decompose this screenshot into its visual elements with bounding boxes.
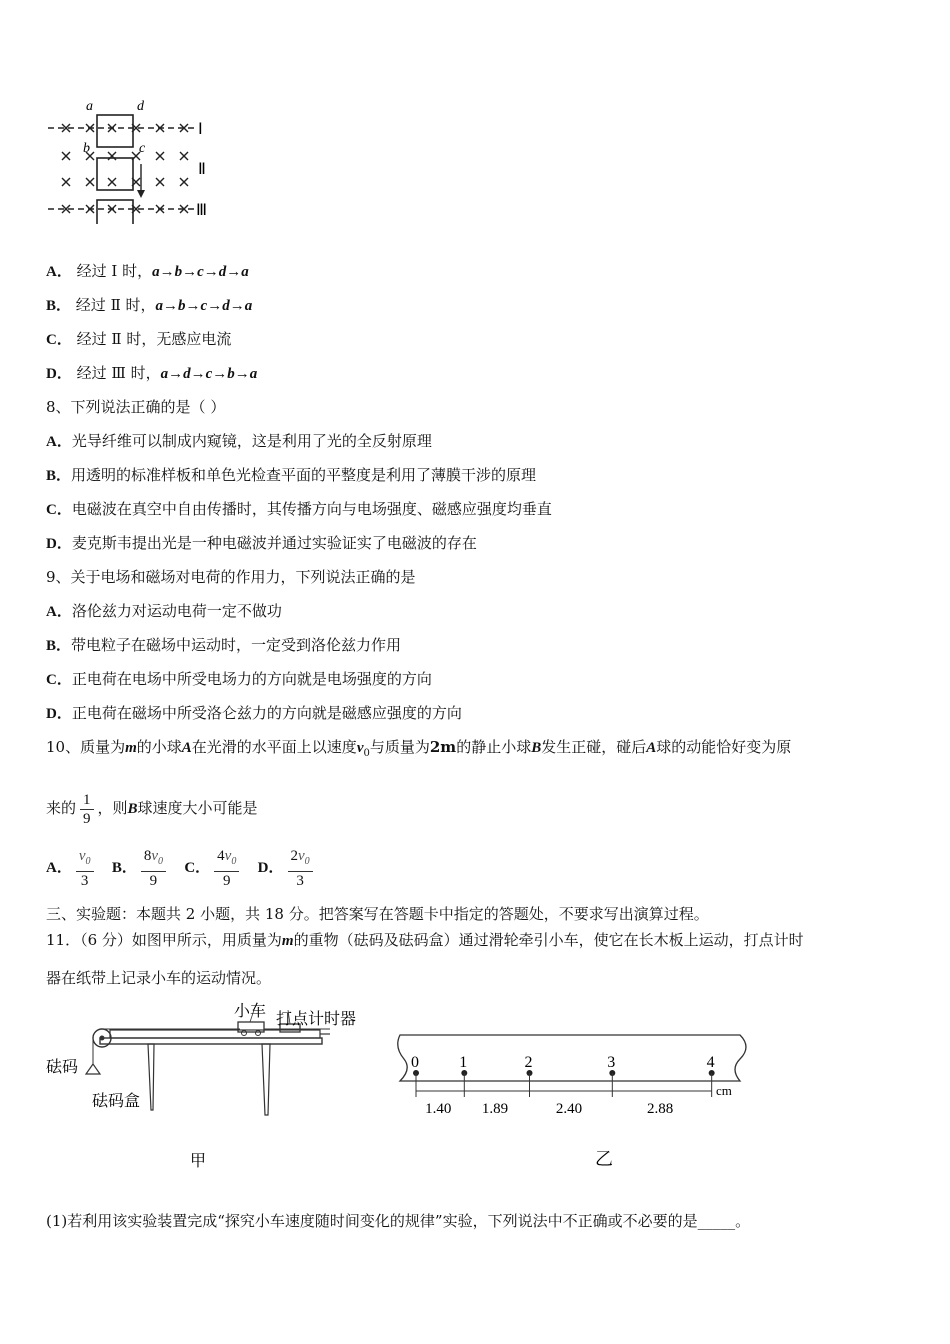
q8-option-b[interactable]: B．用透明的标准样板和单色光检查平面的平整度是利用了薄膜干涉的原理 <box>46 466 537 484</box>
figure-yi-tape <box>390 1025 770 1175</box>
q7-option-c[interactable]: C． 经过 Ⅱ 时，无感应电流 <box>46 330 232 348</box>
q10-stem-line2: 来的 $\frac{1}{9}$ ，则B球速度大小可能是 <box>46 791 258 827</box>
caption-yi: 乙 <box>595 1149 613 1169</box>
distance-label-0: 1.40 <box>425 1101 452 1117</box>
q9-option-b[interactable]: B．带电粒子在磁场中运动时，一定受到洛伦兹力作用 <box>46 636 402 654</box>
tape-point-label-4: 4 <box>706 1054 715 1071</box>
q8-stem: 8、下列说法正确的是（ ） <box>46 398 226 416</box>
figure-jia-apparatus <box>40 1000 380 1178</box>
q10-options <box>46 844 317 891</box>
q8-option-d[interactable]: D．麦克斯韦提出光是一种电磁波并通过实验证实了电磁波的存在 <box>46 534 477 552</box>
q7-option-d[interactable]: D． 经过 Ⅲ 时，a→d→c→b→a <box>46 364 258 382</box>
tape-point-label-1: 1 <box>459 1054 468 1071</box>
q10-option-a[interactable]: A． $\frac{v_0}{3}$ <box>46 858 98 876</box>
down-arrow-icon <box>137 190 145 198</box>
distance-label-2: 2.40 <box>555 1101 583 1117</box>
q11-stem-line1: 11．（6 分）如图甲所示，用质量为m的重物（砝码及砝码盒）通过滑轮牵引小车，使它在长木板上运动，打点计时 <box>46 931 804 949</box>
label-b: b <box>83 141 90 156</box>
tape-point-label-0: 0 <box>411 1054 419 1071</box>
label-cart: 小车 <box>234 1003 267 1020</box>
q7-magnetic-field-figure <box>40 92 230 224</box>
distance-label-3: 2.88 <box>646 1101 674 1117</box>
label-pan: 砝码盒 <box>92 1093 141 1110</box>
q9-option-a[interactable]: A．洛伦兹力对运动电荷一定不做功 <box>46 602 282 620</box>
weight-pan-icon <box>86 1064 100 1074</box>
distance-label-1: 1.89 <box>481 1101 509 1117</box>
q9-option-d[interactable]: D．正电荷在磁场中所受洛仑兹力的方向就是磁感应强度的方向 <box>46 704 462 722</box>
q7-option-b[interactable]: B． 经过 Ⅱ 时，a→b→c→d→a <box>46 296 253 314</box>
label-c: c <box>139 141 146 156</box>
section-3-heading: 三、实验题：本题共 2 小题，共 18 分。把答案写在答题卡中指定的答题处，不要求写出演算过程。 <box>46 905 709 923</box>
q9-stem: 9、关于电场和磁场对电荷的作用力，下列说法正确的是 <box>46 568 416 586</box>
label-weight: 砝码 <box>46 1059 79 1076</box>
q8-option-c[interactable]: C．电磁波在真空中自由传播时，其传播方向与电场强度、磁感应强度均垂直 <box>46 500 552 518</box>
region-label-3: Ⅲ <box>196 202 208 219</box>
q7-option-a[interactable]: A． 经过 Ⅰ 时，a→b→c→d→a <box>46 262 249 280</box>
label-d: d <box>137 99 144 114</box>
q10-stem-line1: 10、质量为m的小球A在光滑的水平面上以速度$v_0$与质量为2m的静止小球B发生正碰，碰后A球的动能恰好变为原 <box>46 738 792 759</box>
q11-sub1: (1)若利用该实验装置完成“探究小车速度随时间变化的规律”实验，下列说法中不正确或不必要的是_____。 <box>46 1212 751 1230</box>
q11-stem-line2: 器在纸带上记录小车的运动情况。 <box>46 969 272 987</box>
q10-option-d[interactable]: D． $\frac{2v_0}{3}$ <box>258 858 317 876</box>
unit-label: cm <box>716 1083 732 1098</box>
tape-point-label-3: 3 <box>607 1054 616 1071</box>
region-label-1: Ⅰ <box>198 121 203 138</box>
label-timer: 打点计时器 <box>276 1011 357 1028</box>
q9-option-c[interactable]: C．正电荷在电场中所受电场力的方向就是电场强度的方向 <box>46 670 432 688</box>
q10-option-c[interactable]: C． $\frac{4v_0}{9}$ <box>184 858 243 876</box>
region-label-2: Ⅱ <box>198 161 206 178</box>
q8-option-a[interactable]: A．光导纤维可以制成内窥镜，这是利用了光的全反射原理 <box>46 432 432 450</box>
fraction-one-ninth: $\frac{1}{9}$ <box>80 791 94 828</box>
paper-tape <box>398 1035 746 1081</box>
label-a: a <box>86 99 93 114</box>
caption-jia: 甲 <box>190 1153 207 1170</box>
q10-option-b[interactable]: B． $\frac{8v_0}{9}$ <box>112 858 170 876</box>
tape-point-label-2: 2 <box>524 1054 533 1071</box>
